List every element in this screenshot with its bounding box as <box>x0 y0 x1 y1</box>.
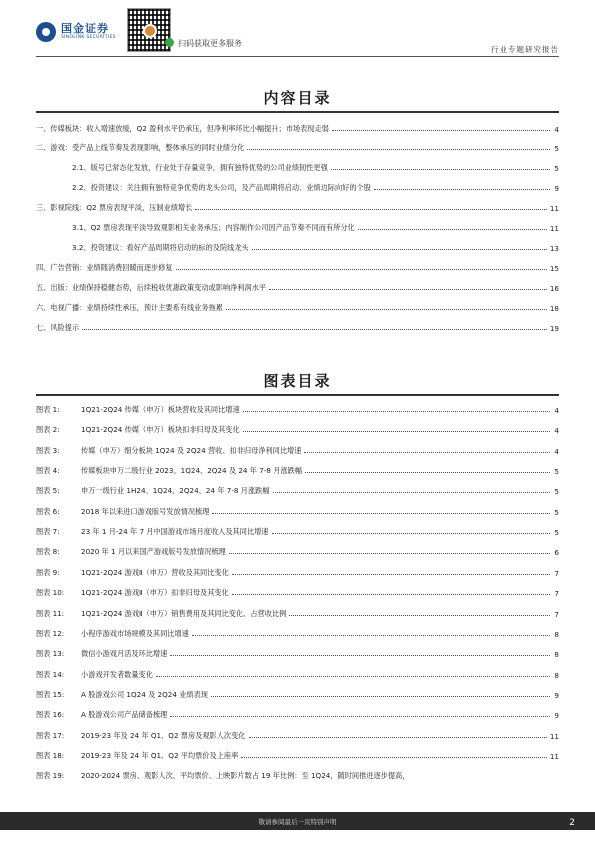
dot-leader <box>82 329 547 330</box>
figure-entry-label: 图表 18: <box>36 750 65 760</box>
page-header <box>0 0 595 58</box>
figure-entry-text: 2019-23 年及 24 年 Q1、Q2 平均票价及上座率 <box>81 750 239 760</box>
toc-entry[interactable] <box>36 137 559 153</box>
figure-entry-text: 微信小游戏月活及环比增速 <box>81 649 168 659</box>
toc-entry[interactable] <box>72 217 559 233</box>
dot-leader <box>243 411 550 412</box>
dot-leader <box>249 737 547 738</box>
dot-leader <box>226 309 547 310</box>
figure-entry-page: 8 <box>554 650 559 660</box>
figure-entry[interactable] <box>36 503 559 517</box>
figure-entry-label: 图表 12: <box>36 628 65 638</box>
qr-caption: 扫码获取更多服务 <box>178 39 242 48</box>
dot-leader <box>269 289 547 290</box>
figure-entry[interactable] <box>36 421 559 435</box>
dot-leader <box>252 249 547 250</box>
figure-entry-label: 图表 19: <box>36 771 65 781</box>
figure-entry[interactable] <box>36 462 559 476</box>
dot-leader <box>304 452 550 453</box>
figure-entry-page: 7 <box>554 568 559 578</box>
toc-entry[interactable] <box>36 197 559 213</box>
dot-leader <box>272 533 551 534</box>
figure-entry-page: 6 <box>554 548 559 558</box>
figure-entry-label: 图表 17: <box>36 730 65 740</box>
dot-leader <box>374 189 550 190</box>
toc-title-divider <box>36 111 559 113</box>
toc-entry[interactable] <box>36 118 559 134</box>
figure-entry[interactable] <box>36 666 559 680</box>
toc-entry-page: 18 <box>549 304 559 313</box>
figure-entry-label: 图表 7: <box>36 527 60 537</box>
figure-entry-text: 1Q21-2Q24 传媒（申万）板块扣非归母及其变化 <box>81 425 240 435</box>
figure-entry-page: 7 <box>554 609 559 619</box>
dot-leader <box>232 594 550 595</box>
figure-entry-text: 传媒（申万）细分板块 1Q24 及 2Q24 营收、扣非归母净利同比增速 <box>81 445 302 455</box>
figure-entry-label: 图表 8: <box>36 547 60 557</box>
toc-entry-page: 11 <box>549 224 559 233</box>
figure-entry-text: A 股游戏公司产品储备梳理 <box>81 710 168 720</box>
figure-entry-page: 4 <box>554 426 559 436</box>
page-number: 2 <box>569 818 575 828</box>
dot-leader <box>211 696 550 697</box>
toc-entry-text: 五、出版：业绩保持稳健态势，后续税收优惠政策变动或影响净利润水平 <box>36 283 267 292</box>
figure-entry-label: 图表 2: <box>36 425 60 435</box>
figure-entry-page: 5 <box>554 487 559 497</box>
toc-entry-text: 2.1、版号已常态化发放，行业处于存量竞争，拥有独特优势的公司业绩韧性更强 <box>72 163 328 172</box>
figure-entry-text: 1Q21-2Q24 游戏Ⅱ（申万）销售费用及其同比变化、占营收比例 <box>81 608 287 618</box>
figure-entry-text: 2020 年 1 月以来国产游戏版号发放情况梳理 <box>81 547 226 557</box>
figure-entry[interactable] <box>36 523 559 537</box>
figure-entry[interactable] <box>36 645 559 659</box>
dot-leader <box>170 716 550 717</box>
dot-leader <box>247 149 550 150</box>
figure-entry[interactable] <box>36 543 559 557</box>
toc-entry-page: 11 <box>549 204 559 213</box>
toc-entry-text: 七、风险提示 <box>36 323 80 332</box>
figure-entry-text: 传媒板块申万二级行业 2023、1Q24、2Q24 及 24 年 7-8 月涨跌幅 <box>81 466 303 476</box>
figure-entry-page: 4 <box>554 406 559 415</box>
figure-entry-label: 图表 3: <box>36 445 60 455</box>
figures-title: 图表目录 <box>263 372 332 390</box>
figure-entry-text: 23 年 1 月-24 年 7 月中国游戏市场月度收入及其同比增速 <box>81 527 269 537</box>
figure-entry-page: 5 <box>554 467 559 477</box>
figure-entry-label: 图表 10: <box>36 588 65 598</box>
dot-leader <box>358 229 547 230</box>
toc-title: 内容目录 <box>263 89 332 107</box>
dot-leader <box>176 269 547 270</box>
figure-entry-label: 图表 16: <box>36 710 65 720</box>
figure-entry-label: 图表 14: <box>36 669 65 679</box>
figure-entry-text: 2018 年以来进口游戏版号发放情况梳理 <box>81 506 210 516</box>
toc-entry-page: 9 <box>554 184 559 193</box>
toc-entry[interactable] <box>72 157 559 173</box>
figure-entry-text: 1Q21-2Q24 游戏Ⅱ（申万）扣非归母及其变化 <box>81 588 229 598</box>
figure-entry-label: 图表 11: <box>36 608 65 618</box>
figure-entry[interactable] <box>36 482 559 496</box>
wechat-icon <box>165 38 174 47</box>
dot-leader <box>273 492 550 493</box>
figure-entry[interactable] <box>36 727 559 741</box>
figure-entry[interactable] <box>36 747 559 761</box>
figure-entry[interactable] <box>36 584 559 598</box>
toc-entry[interactable] <box>36 257 559 273</box>
figure-entry[interactable] <box>36 625 559 639</box>
figure-entry-label: 图表 4: <box>36 466 60 476</box>
toc-entry-text: 三、影视院线：Q2 票房表现平淡，压制业绩增长 <box>36 203 193 212</box>
toc-entry-page: 16 <box>549 284 559 293</box>
toc-entry-text: 3.1、Q2 票房表现平淡导致观影相关业务承压；内容制作公司因产品节奏不同而有所分化 <box>72 223 355 232</box>
figure-entry-text: A 股游戏公司 1Q24 及 2Q24 业绩表现 <box>81 689 208 699</box>
dot-leader <box>289 615 550 616</box>
figure-entry-label: 图表 1: <box>36 405 60 414</box>
toc-entry-text: 3.2、投资建议：看好产品周期将启动的标的及院线龙头 <box>72 243 249 252</box>
toc-entry[interactable] <box>36 317 559 333</box>
figure-entry-text: 申万一级行业 1H24、1Q24、2Q24、24 年 7-8 月涨跌幅 <box>81 486 270 496</box>
qr-code-icon[interactable] <box>127 8 171 52</box>
dot-leader <box>305 472 550 473</box>
figure-entry-label: 图表 13: <box>36 649 65 659</box>
figure-entry[interactable] <box>36 442 559 456</box>
toc-entry[interactable] <box>72 237 559 253</box>
toc-entry-text: 一、传媒板块：收入增速放缓，Q2 盈利水平仍承压，但净利率环比小幅提升；市场表现走弱 <box>36 124 329 133</box>
figure-entry-text: 1Q21-2Q24 游戏Ⅱ（申万）营收及其同比变化 <box>81 567 229 577</box>
figure-entry[interactable] <box>36 564 559 578</box>
toc-entry-text: 2.2、投资建议：关注拥有独特竞争优势的龙头公司，及产品周期将启动、业绩边际向好的个股 <box>72 183 371 192</box>
toc-entry-text: 二、游戏：受产品上线节奏及表现影响，整体承压的同时业绩分化 <box>36 143 245 152</box>
figures-title-divider <box>36 394 559 396</box>
figure-entry[interactable] <box>36 686 559 700</box>
figure-entry-page: 9 <box>554 690 559 700</box>
footer-disclaimer: 敬请参阅最后一页特别声明 <box>258 818 337 826</box>
figure-entry-label: 图表 15: <box>36 689 65 699</box>
dot-leader <box>332 130 550 131</box>
figure-entry-page: 11 <box>549 751 559 761</box>
dot-leader <box>232 574 550 575</box>
dot-leader <box>170 655 550 656</box>
figure-entry[interactable] <box>36 706 559 720</box>
figure-entry-text: 小游戏开发者数量变化 <box>81 669 153 679</box>
figure-entry-page: 4 <box>554 446 559 456</box>
figure-entry-label: 图表 9: <box>36 567 60 577</box>
figure-entry-text: 小程序游戏市场规模及其同比增速 <box>81 628 189 638</box>
toc-entry[interactable] <box>36 277 559 293</box>
figure-entry[interactable] <box>36 401 559 415</box>
header-divider <box>36 56 559 57</box>
figure-entry-page: 5 <box>554 507 559 517</box>
toc-entry-page: 19 <box>549 324 559 333</box>
logo-name-cn: 国金证券 <box>61 22 109 35</box>
toc-entry-page: 15 <box>549 264 559 273</box>
logo-name-en: SINOLINK SECURITIES <box>61 35 116 40</box>
figure-entry-page: 11 <box>549 731 559 741</box>
figure-entry-page: 7 <box>554 589 559 599</box>
figure-entry-page: 8 <box>554 670 559 680</box>
dot-leader <box>229 553 550 554</box>
dot-leader <box>243 431 550 432</box>
figure-entry[interactable] <box>36 605 559 619</box>
dot-leader <box>156 676 550 677</box>
figure-entry-label: 图表 6: <box>36 506 60 516</box>
dot-leader <box>212 513 550 514</box>
figure-entry-page: 9 <box>554 711 559 721</box>
dot-leader <box>195 209 547 210</box>
report-type-label: 行业专题研究报告 <box>491 45 559 54</box>
logo-icon <box>36 22 56 42</box>
toc-entry-text: 六、电视广播：业绩持续性承压，预计主要系有线业务拖累 <box>36 303 223 312</box>
toc-entry-page: 13 <box>549 244 559 253</box>
figure-entry-text: 2020-2024 票房、观影人次、平均票价、上映影片数占 19 年比例：至 1Q24，随时间推进逐步提高， <box>81 771 410 781</box>
figure-entry-page: 5 <box>554 528 559 538</box>
figure-entry[interactable] <box>36 767 559 781</box>
figure-entry-text: 2019-23 年及 24 年 Q1、Q2 票房及观影人次变化 <box>81 730 246 740</box>
toc-entry[interactable] <box>72 177 559 193</box>
dot-leader <box>192 635 550 636</box>
toc-entry-text: 四、广告营销：业绩随消费回暖而逐步修复 <box>36 263 173 272</box>
toc-entry-page: 5 <box>554 144 559 153</box>
dot-leader <box>331 169 550 170</box>
figure-entry-label: 图表 5: <box>36 486 60 496</box>
toc-entry-page: 4 <box>554 125 559 134</box>
dot-leader <box>241 757 547 758</box>
figure-entry-text: 1Q21-2Q24 传媒（申万）板块营收及其同比增速 <box>81 405 240 414</box>
toc-entry[interactable] <box>36 297 559 313</box>
figure-entry-page: 8 <box>554 629 559 639</box>
toc-entry-page: 5 <box>554 164 559 173</box>
brand-logo <box>36 22 116 42</box>
